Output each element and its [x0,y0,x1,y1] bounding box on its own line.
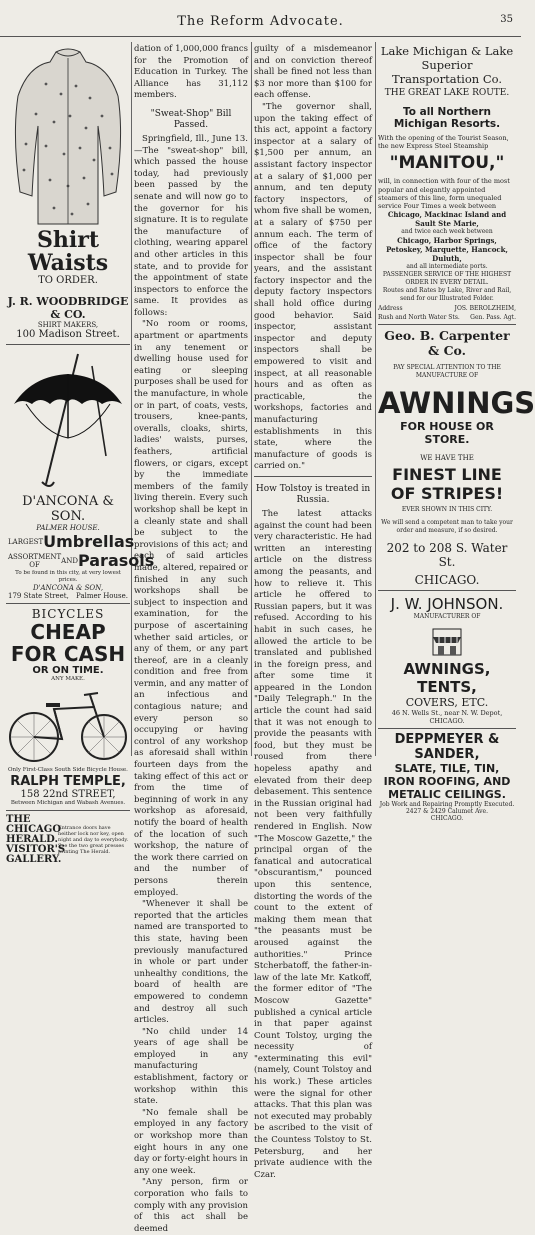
column-divider [131,42,132,756]
ad-city: CHICAGO. [430,815,464,823]
ad-divider [378,728,516,729]
paragraph: "No child under 14 years of age shall be employed in any manufacturing establishment, factory or workshop within this state. [134,1026,248,1107]
ad-ever: EVER SHOWN IN THIS CITY. [401,506,493,514]
ad-address: 100 Madison Street. [16,329,120,340]
ad-office-row [378,314,516,321]
shirtwaist-ad [6,44,130,340]
ad-row [6,592,130,600]
ad-note: To be found in this city, at very lowest prices. [15,570,121,583]
ad-resorts: To all Northern Michigan Resorts. [393,106,501,130]
bicycle-illustration [6,683,130,767]
paragraph: "Any person, firm or corporation who fails to comply with any provision of this act shall be deemed [134,1177,248,1234]
ad-largest: LARGEST [8,537,44,546]
ad-footer-company: D'ANCONA & SON, [32,584,104,592]
ad-cities: Chicago, Harbor Springs, Petoskey, Marquette, Hancock, Duluth, [386,236,508,264]
ad-awnings-tents: AWNINGS, TENTS, [403,660,491,697]
ad-row [6,532,135,551]
ad-we-have: WE HAVE THE [420,454,474,463]
ad-send: We will send a competent man to take your order and measure, if so desired. [381,519,513,535]
ad-for: FOR HOUSE OR STORE. [400,420,494,447]
ad-city: CHICAGO. [429,717,465,726]
ad-name: DEPPMEYER & SANDER, [394,732,500,763]
ad-attention: PAY SPECIAL ATTENTION TO THE MANUFACTURE OF [393,364,501,380]
ad-herald-title: THE CHICAGO HERALD. [6,814,62,845]
column-divider [251,42,252,756]
ad-line: METALIC CEILINGS. [388,788,506,802]
ad-address: 46 N. Wells St., near N. W. Depot, [391,709,503,718]
right-ad-column [378,44,535,823]
paragraph: "No female shall be employed in any factory or workshop more than eight hours in any one day or forty-eight hours in any one week. [134,1107,248,1176]
umbrella-illustration [6,348,130,490]
ad-divider [6,603,130,604]
ad-between: Between Michigan and Wabash Avenues. [10,800,126,806]
ad-cities: Chicago, Mackinac Island and Sault Ste Marie, [387,210,507,229]
article-column-2 [254,44,372,1180]
ad-address: 2427 & 2429 Calumet Ave. [405,808,489,816]
ad-office: Rush and North Water Sts. [378,314,460,322]
ad-routes: Routes and Rates by Lake, River and Rail, [382,287,512,295]
running-header [0,0,521,37]
paragraph: The latest attacks against the count had been very characteristic. He had written an interesting article on the distress among the peasants, and how to relieve it. This article he offered to Russian papers, but it was refused. According to his habit in such cases, he allowed the article to be translated and published in the foreign press, and after some time it appeared in the London "Daily Telegraph." In the article the count had said that it was not enough to provide the peasants with food, but they must be roused from there hopeless apathy and elevated from their deep debasement. This sentence in the Russian original had not been very faithfully rendered in English. Now "The Moscow Gazette," the principal organ of the fanatical and autocratical "obscurantism," pounced upon this sentence, distorting the words of the count to the extent of making them mean that "the peasants must be aroused against the authorities." Prince Stcherbatoff, the father-in-law of the late Mr. Katkoff, the former editor of "The Moscow Gazette" published a cynical article in that paper against Count Tolstoy, urging the necessity of "exterminating this evil" (namely, Count Tolstoy and his work.) These articles were the signal for other attacks. That this plan was not executed may probably be ascribed to the visit of the Countess Tolstoy to St. Petersburg, and her private audience with the Czar. [254,508,372,1180]
ad-company: Geo. B. Carpenter & Co. [384,328,510,359]
ad-address: 158 22nd STREET, [20,789,116,800]
ad-agent-title: Gen. Pass. Agt. [470,314,516,322]
ad-divider [378,324,516,325]
deppmeyer-ad [378,732,516,822]
ad-line: SLATE, TILE, TIN, [394,762,500,776]
ad-assortment: ASSORTMENT OF [8,552,62,569]
ad-owner: RALPH TEMPLE, [10,774,126,789]
ad-product: AWNINGS [378,386,535,421]
ad-umbrellas: Umbrellas [43,532,135,551]
ad-footer-right: Palmer House. [76,592,128,600]
ad-herald-name [6,814,66,865]
ad-venue: PALMER HOUSE. [36,524,100,532]
article-heading: "Sweat-Shop" Bill Passed. [150,108,232,130]
ad-agent: JOS. BEROLZHEIM, [454,305,516,313]
newspaper-title: The Reform Advocate. [177,14,344,29]
ad-ports: and all intermediate ports. [406,263,488,271]
ad-company: Lake Michigan & Lake Superior Transportation Co. [380,44,514,86]
ad-divider [6,344,130,345]
left-ad-column [6,44,155,865]
paragraph: "The governor shall, upon the taking effect of this act, appoint a factory inspector at a salary of $1,500 per annum, an assistant factory inspector at a salary of $1,000 per annum, and ten deputy factory inspectors, of whom five shall be women, at a salary of $750 per annum each. The term of office of the factory inspector shall be four years, and the assistant factory inspector and the deputy factory inspectors shall hold office during good behavior. Said inspector, assistant inspector and deputy inspectors shall be empowered to visit and inspect, at all reasonable hours and as often as practicable, the workshops, factories and manufacturing establishments in this state, where the manufacture of goods is carried on." [254,101,372,472]
ad-maker: MANUFACTURER OF [413,613,481,621]
article-column-1 [134,44,248,1234]
paragraph: Springfield, Ill., June 13.—The "sweat-shop" bill, which passed the house today, had previously been passed by the senate and will now go to the governor for his signature. It is to regulate the manufacture of clothing, wearing apparel and other articles in this state, and to provide for the appointment of state inspectors to enforce the same. It provides as follows: [134,133,248,318]
ad-twice: and twice each week between [401,228,493,236]
herald-ad [6,815,130,865]
ad-company: D'ANCONA & SON. [22,494,114,524]
ad-any-make: ANY MAKE. [51,676,85,682]
ad-makers: SHIRT MAKERS, [37,321,99,329]
ad-agent-row [378,305,516,312]
ad-and: AND [61,556,78,565]
ad-subline: OR ON TIME. [32,665,104,676]
paragraph: "Whenever it shall be reported that the articles named are transported to this state, having been previously manufactured in whole or part under unhealthy conditions, the board of health are empowered to condemn and destroy all such articles. [134,899,248,1026]
umbrella-ad [6,348,155,600]
paragraph: dation of 1,000,000 francs for the Promotion of Education in Turkey. The Alliance has 31,112 members. [134,44,248,101]
ad-herald-desc: Entrance doors have neither lock nor key, open night and day to everybody. See the two great presses printing The Herald. [58,825,129,855]
ad-subline: TO ORDER. [38,275,98,286]
ad-covers: COVERS, ETC. [405,696,489,710]
ad-finest: FINEST LINE OF STRIPES! [390,465,504,504]
transportation-ad [378,44,516,321]
ad-headline: CHEAP FOR CASH [10,620,126,666]
ad-row [6,551,155,570]
ad-city: CHICAGO. [414,573,480,588]
ad-name: J. W. JOHNSON. [390,595,504,614]
ad-footer-left: 179 State Street, [8,592,69,600]
ad-parasols: Parasols [77,551,155,570]
ad-divider [378,590,516,591]
ad-headline: Shirt Waists [27,227,109,276]
ad-ship: "MANITOU," [389,153,505,174]
ad-line: IRON ROOFING, AND [383,775,511,789]
column-divider [375,42,376,756]
ad-title: BICYCLES [31,607,105,621]
article-divider [254,476,372,477]
ad-address-label: Address [378,305,403,313]
johnson-ad [378,595,516,725]
ad-service: PASSENGER SERVICE OF THE HIGHEST ORDER IN EVERY DETAIL. [382,271,512,287]
ad-intro: With the opening of the Tourist Season, the new Express Steel Steamship [378,134,509,151]
ad-route: THE GREAT LAKE ROUTE. [384,88,510,98]
blouse-illustration [6,44,130,229]
paragraph: "No room or rooms, apartment or apartments in any tenement or dwelling house used for eating or sleeping purposes shall be used for the manufacture, in whole or in part, of coats, vests, trousers, knee-pants, overalls, cloaks, shirts, ladies' waists, purses, feathers, artificial flowers, or cigars, except by the immediate members of the family living therein. Every such workshop shall be kept in a cleanly state and shall be subject to the provisions of this act; and each of said articles made, altered, repaired or finished in any such workshops shall be subject to inspection and examination, for the purpose of ascertaining whether said articles, or any of them, or any part thereof, are in a cleanly condition and free from vermin, and any matter of an infectious and contagious nature; and every person so occupying or having control of any workshop as aforesaid shall within fourteen days from the taking effect of this act or from the time of beginning of work in any workshop as aforesaid, notify the board of health of the location of such workshop, the nature of the work there carried on and the number of persons therein employed. [134,319,248,898]
carpenter-ad [378,328,535,588]
ad-address: 202 to 208 S. Water St. [386,541,508,570]
ad-job: Job Work and Repairing Promptly Executed. [379,801,515,809]
paragraph: guilty of a misdemeanor and on conviction thereof shall be fined not less than $3 nor more than $100 for each offense. [254,44,372,101]
bicycle-ad [6,607,130,807]
ad-herald-gallery: VISITOR'S GALLERY. [6,844,66,865]
ad-send: send for our Illustrated Folder. [400,295,494,303]
ad-divider [6,810,130,811]
storefront-illustration [430,623,464,657]
page-number: 35 [500,14,513,25]
ad-body: will, in connection with four of the most popular and elegantly appointed steamers of this line, form unequaled service Four Times a week between [378,177,510,211]
article-heading: How Tolstoy is treated in Russia. [255,483,371,505]
ad-company: J. R. WOODBRIDGE & CO. [7,295,129,321]
ad-only: Only First-Class South Side Bicycle House. [8,767,128,773]
